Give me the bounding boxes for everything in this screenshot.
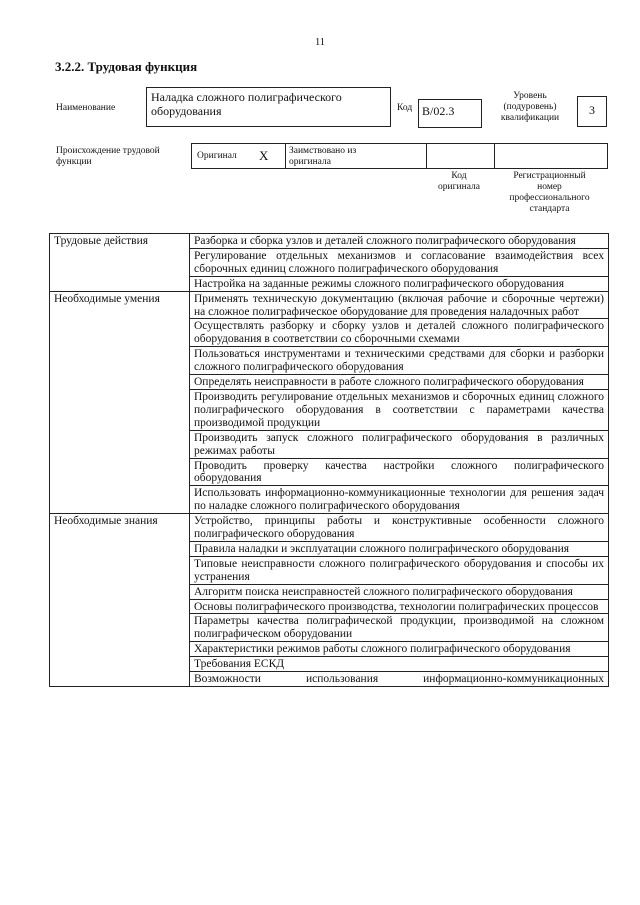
knowledge-item: Устройство, принципы работы и конструктивные особенности сложного полиграфического оборудования [190, 514, 609, 542]
knowledge-item: Параметры качества полиграфической продукции, производимой на сложном полиграфическом оборудовании [190, 614, 609, 642]
origin-code-caption: Код оригинала [438, 171, 480, 192]
knowledge-item: Основы полиграфического производства, технологии полиграфических процессов [190, 599, 609, 614]
skill-item: Применять техническую документацию (включая рабочие и сборочные чертежи) на сложное полиграфическое оборудование для проведения наладочных работ [190, 291, 609, 319]
borrowed-cell [286, 144, 427, 168]
labor-function-table [49, 233, 609, 687]
table-row [50, 234, 609, 249]
knowledge-item: Возможности использования информационно-коммуникационных [190, 672, 609, 687]
qualification-level-label: Уровень (подуровень) квалификации [500, 91, 560, 123]
skill-item: Определять неисправности в работе сложного полиграфического оборудования [190, 375, 609, 390]
table-row [50, 291, 609, 319]
original-cell [192, 144, 286, 168]
knowledge-item: Алгоритм поиска неисправностей сложного полиграфического оборудования [190, 584, 609, 599]
borrowed-label: Заимствовано из оригинала [289, 146, 357, 167]
knowledge-label: Необходимые знания [50, 514, 190, 687]
knowledge-item: Типовые неисправности сложного полиграфического оборудования и способы их устранения [190, 556, 609, 584]
page-number: 11 [314, 37, 326, 48]
labor-action-item: Регулирование отдельных механизмов и согласование взаимодействия всех сборочных единиц сложного полиграфического оборудования [190, 248, 609, 276]
knowledge-item: Характеристики режимов работы сложного полиграфического оборудования [190, 642, 609, 657]
labor-action-item: Разборка и сборка узлов и деталей сложного полиграфического оборудования [190, 234, 609, 249]
skill-item: Проводить проверку качества настройки сложного полиграфического оборудования [190, 458, 609, 486]
function-name-value: Наладка сложного полиграфического оборудования [146, 87, 391, 127]
labor-actions-label: Трудовые действия [50, 234, 190, 292]
labor-action-item: Настройка на заданные режимы сложного полиграфического оборудования [190, 276, 609, 291]
section-title: 3.2.2. Трудовая функция [55, 59, 198, 74]
origin-code-cell [427, 144, 495, 168]
table-row [50, 514, 609, 542]
name-label: Наименование [56, 103, 116, 113]
code-value: B/02.3 [418, 99, 482, 128]
registration-number-cell [495, 144, 607, 168]
code-label: Код [397, 103, 413, 113]
skill-item: Осуществлять разборку и сборку узлов и деталей сложного полиграфического оборудования в соответствии со сборочными схемами [190, 319, 609, 347]
original-label: Оригинал [197, 151, 237, 161]
skill-item: Производить запуск сложного полиграфического оборудования в различных режимах работы [190, 430, 609, 458]
knowledge-item: Требования ЕСКД [190, 657, 609, 672]
skills-label: Необходимые умения [50, 291, 190, 514]
skill-item: Производить регулирование отдельных механизмов и сборочных единиц сложного полиграфического оборудования в соответствии с параметрами качества производимой продукции [190, 389, 609, 430]
origin-label: Происхождение трудовой функции [56, 146, 160, 167]
registration-number-caption: Регистрационный номер профессионального стандарта [509, 171, 590, 214]
knowledge-item: Правила наладки и эксплуатации сложного полиграфического оборудования [190, 541, 609, 556]
skill-item: Пользоваться инструментами и техническими средствами для сборки и разборки сложного полиграфического оборудования [190, 347, 609, 375]
original-mark: X [259, 148, 269, 163]
qualification-level-value: 3 [577, 96, 607, 127]
skill-item: Использовать информационно-коммуникационные технологии для решения задач по наладке сложного полиграфического оборудования [190, 486, 609, 514]
origin-cells [191, 143, 608, 169]
